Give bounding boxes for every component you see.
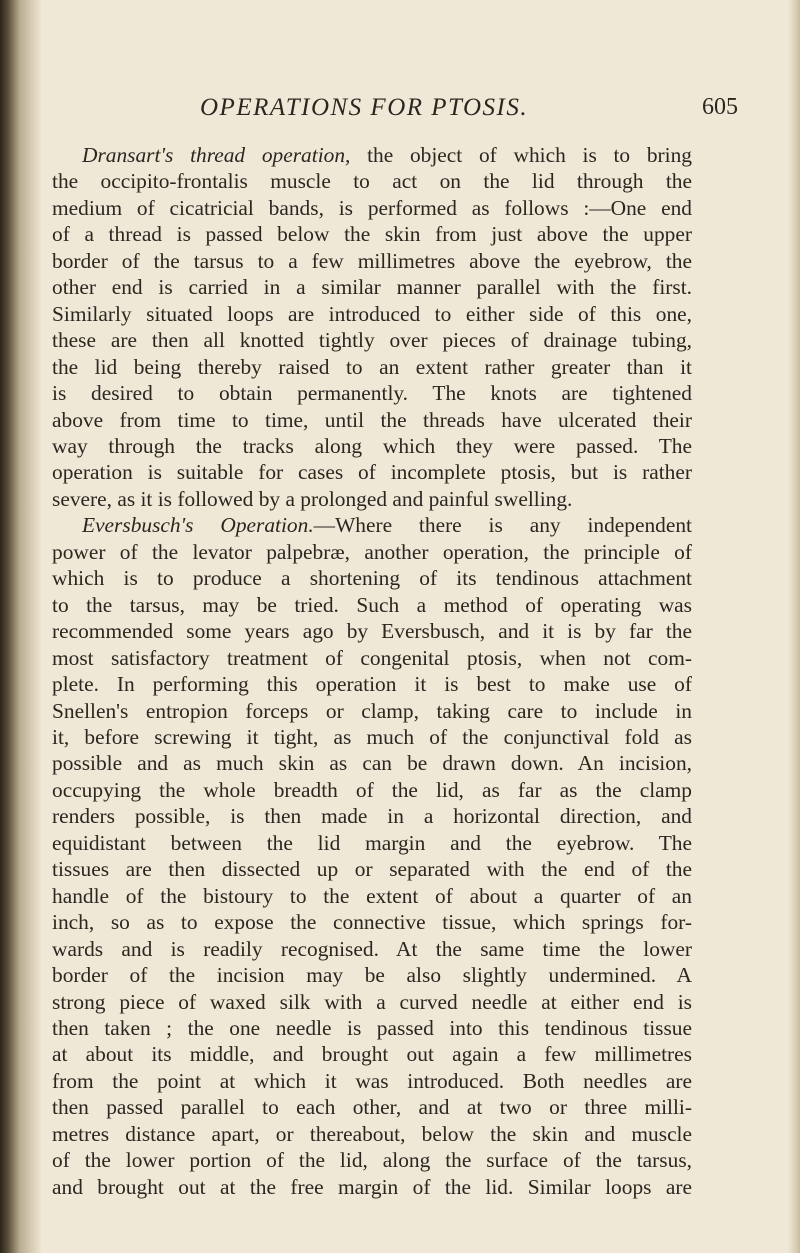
line-text: metres distance apart, or thereabout, below the skin and muscle [52, 1121, 692, 1146]
text-line [52, 724, 692, 750]
line-text: is desired to obtain permanently. The knots are tightened [52, 381, 692, 406]
text-line [52, 168, 692, 194]
line-text: of the lower portion of the lid, along the surface of the tarsus, [52, 1148, 692, 1173]
text-line [52, 512, 692, 538]
text-line [52, 1121, 692, 1147]
running-head-title: OPERATIONS FOR PTOSIS. [200, 94, 529, 121]
book-page [52, 94, 742, 1200]
line-text: other end is carried in a similar manner parallel with the first. [52, 275, 692, 300]
line-text: above from time to time, until the threads have ulcerated their [52, 407, 692, 432]
page-number: 605 [702, 94, 738, 120]
text-line [52, 486, 692, 512]
text-line [52, 909, 692, 935]
text-line [52, 354, 692, 380]
line-text: operation is suitable for cases of incomplete ptosis, but is rather [52, 460, 692, 485]
line-text: then passed parallel to each other, and at two or three milli- [52, 1095, 692, 1120]
line-text: equidistant between the lid margin and the eyebrow. The [52, 830, 692, 855]
line-text: inch, so as to expose the connective tissue, which springs for- [52, 910, 692, 935]
running-head [52, 94, 742, 130]
text-line [52, 248, 692, 274]
line-text: which is to produce a shortening of its tendinous attachment [52, 566, 692, 591]
line-text: strong piece of waxed silk with a curved needle at either end is [52, 989, 692, 1014]
text-line [52, 327, 692, 353]
text-line [52, 433, 692, 459]
line-text: to the tarsus, may be tried. Such a method of operating was [52, 592, 692, 617]
line-text: recommended some years ago by Eversbusch, and it is by far the [52, 619, 692, 644]
line-text: at about its middle, and brought out again a few millimetres [52, 1042, 692, 1067]
line-text: handle of the bistoury to the extent of about a quarter of an [52, 883, 692, 908]
line-text: these are then all knotted tightly over pieces of drainage tubing, [52, 328, 692, 353]
line-text: severe, as it is followed by a prolonged and painful swelling. [52, 486, 573, 511]
text-line [52, 962, 692, 988]
line-text: occupying the whole breadth of the lid, as far as the clamp [52, 777, 692, 802]
text-line [52, 936, 692, 962]
text-line [52, 142, 692, 168]
text-line [52, 407, 692, 433]
line-text: border of the tarsus to a few millimetres above the eyebrow, the [52, 248, 692, 273]
text-line [52, 274, 692, 300]
text-line [52, 618, 692, 644]
line-text: border of the incision may be also slightly undermined. A [52, 963, 692, 988]
text-line [52, 459, 692, 485]
text-line [52, 1094, 692, 1120]
line-text: most satisfactory treatment of congenital ptosis, when not com- [52, 645, 692, 670]
text-line [52, 195, 692, 221]
line-text: Similarly situated loops are introduced to either side of this one, [52, 301, 692, 326]
text-line [52, 1041, 692, 1067]
text-line [52, 830, 692, 856]
body-text [52, 142, 742, 1200]
text-line [52, 301, 692, 327]
section-heading: Dransart's thread operation, [82, 143, 351, 167]
line-text: medium of cicatricial bands, is performed as follows :—One end [52, 195, 692, 220]
text-line [52, 803, 692, 829]
line-text: from the point at which it was introduced. Both needles are [52, 1068, 692, 1093]
line-text: the lid being thereby raised to an extent rather greater than it [52, 354, 692, 379]
text-line [52, 698, 692, 724]
line-text: then taken ; the one needle is passed into this tendinous tissue [52, 1015, 692, 1040]
line-text: of a thread is passed below the skin from just above the upper [52, 222, 692, 247]
text-line [52, 856, 692, 882]
line-text: renders possible, is then made in a horizontal direction, and [52, 804, 692, 829]
text-line [52, 671, 692, 697]
text-line [52, 883, 692, 909]
text-line [52, 1015, 692, 1041]
text-line [52, 750, 692, 776]
line-text: power of the levator palpebræ, another operation, the principle of [52, 539, 692, 564]
text-line [52, 592, 692, 618]
text-line [52, 221, 692, 247]
line-text: way through the tracks along which they were passed. The [52, 433, 692, 458]
page-edge [788, 0, 800, 1253]
book-gutter-shadow [0, 0, 42, 1253]
line-text: wards and is readily recognised. At the same time the lower [52, 936, 692, 961]
text-line [52, 1068, 692, 1094]
text-line [52, 565, 692, 591]
section-heading: Eversbusch's Operation. [82, 513, 314, 538]
line-text: and brought out at the free margin of the lid. Similar loops are [52, 1174, 692, 1199]
text-line [52, 1147, 692, 1173]
line-text: plete. In performing this operation it is best to make use of [52, 672, 692, 697]
line-text: possible and as much skin as can be drawn down. An incision, [52, 751, 692, 776]
text-line [52, 539, 692, 565]
text-line [52, 645, 692, 671]
text-line [52, 777, 692, 803]
line-text: Snellen's entropion forceps or clamp, taking care to include in [52, 698, 692, 723]
line-text: the occipito-frontalis muscle to act on the lid through the [52, 169, 692, 194]
text-line [52, 989, 692, 1015]
line-text: it, before screwing it tight, as much of the conjunctival fold as [52, 724, 692, 749]
line-text: the object of which is to bring [350, 143, 692, 167]
text-line [52, 380, 692, 406]
line-text: —Where there is any independent [313, 513, 692, 538]
line-text: tissues are then dissected up or separated with the end of the [52, 857, 692, 882]
text-line [52, 1174, 692, 1200]
